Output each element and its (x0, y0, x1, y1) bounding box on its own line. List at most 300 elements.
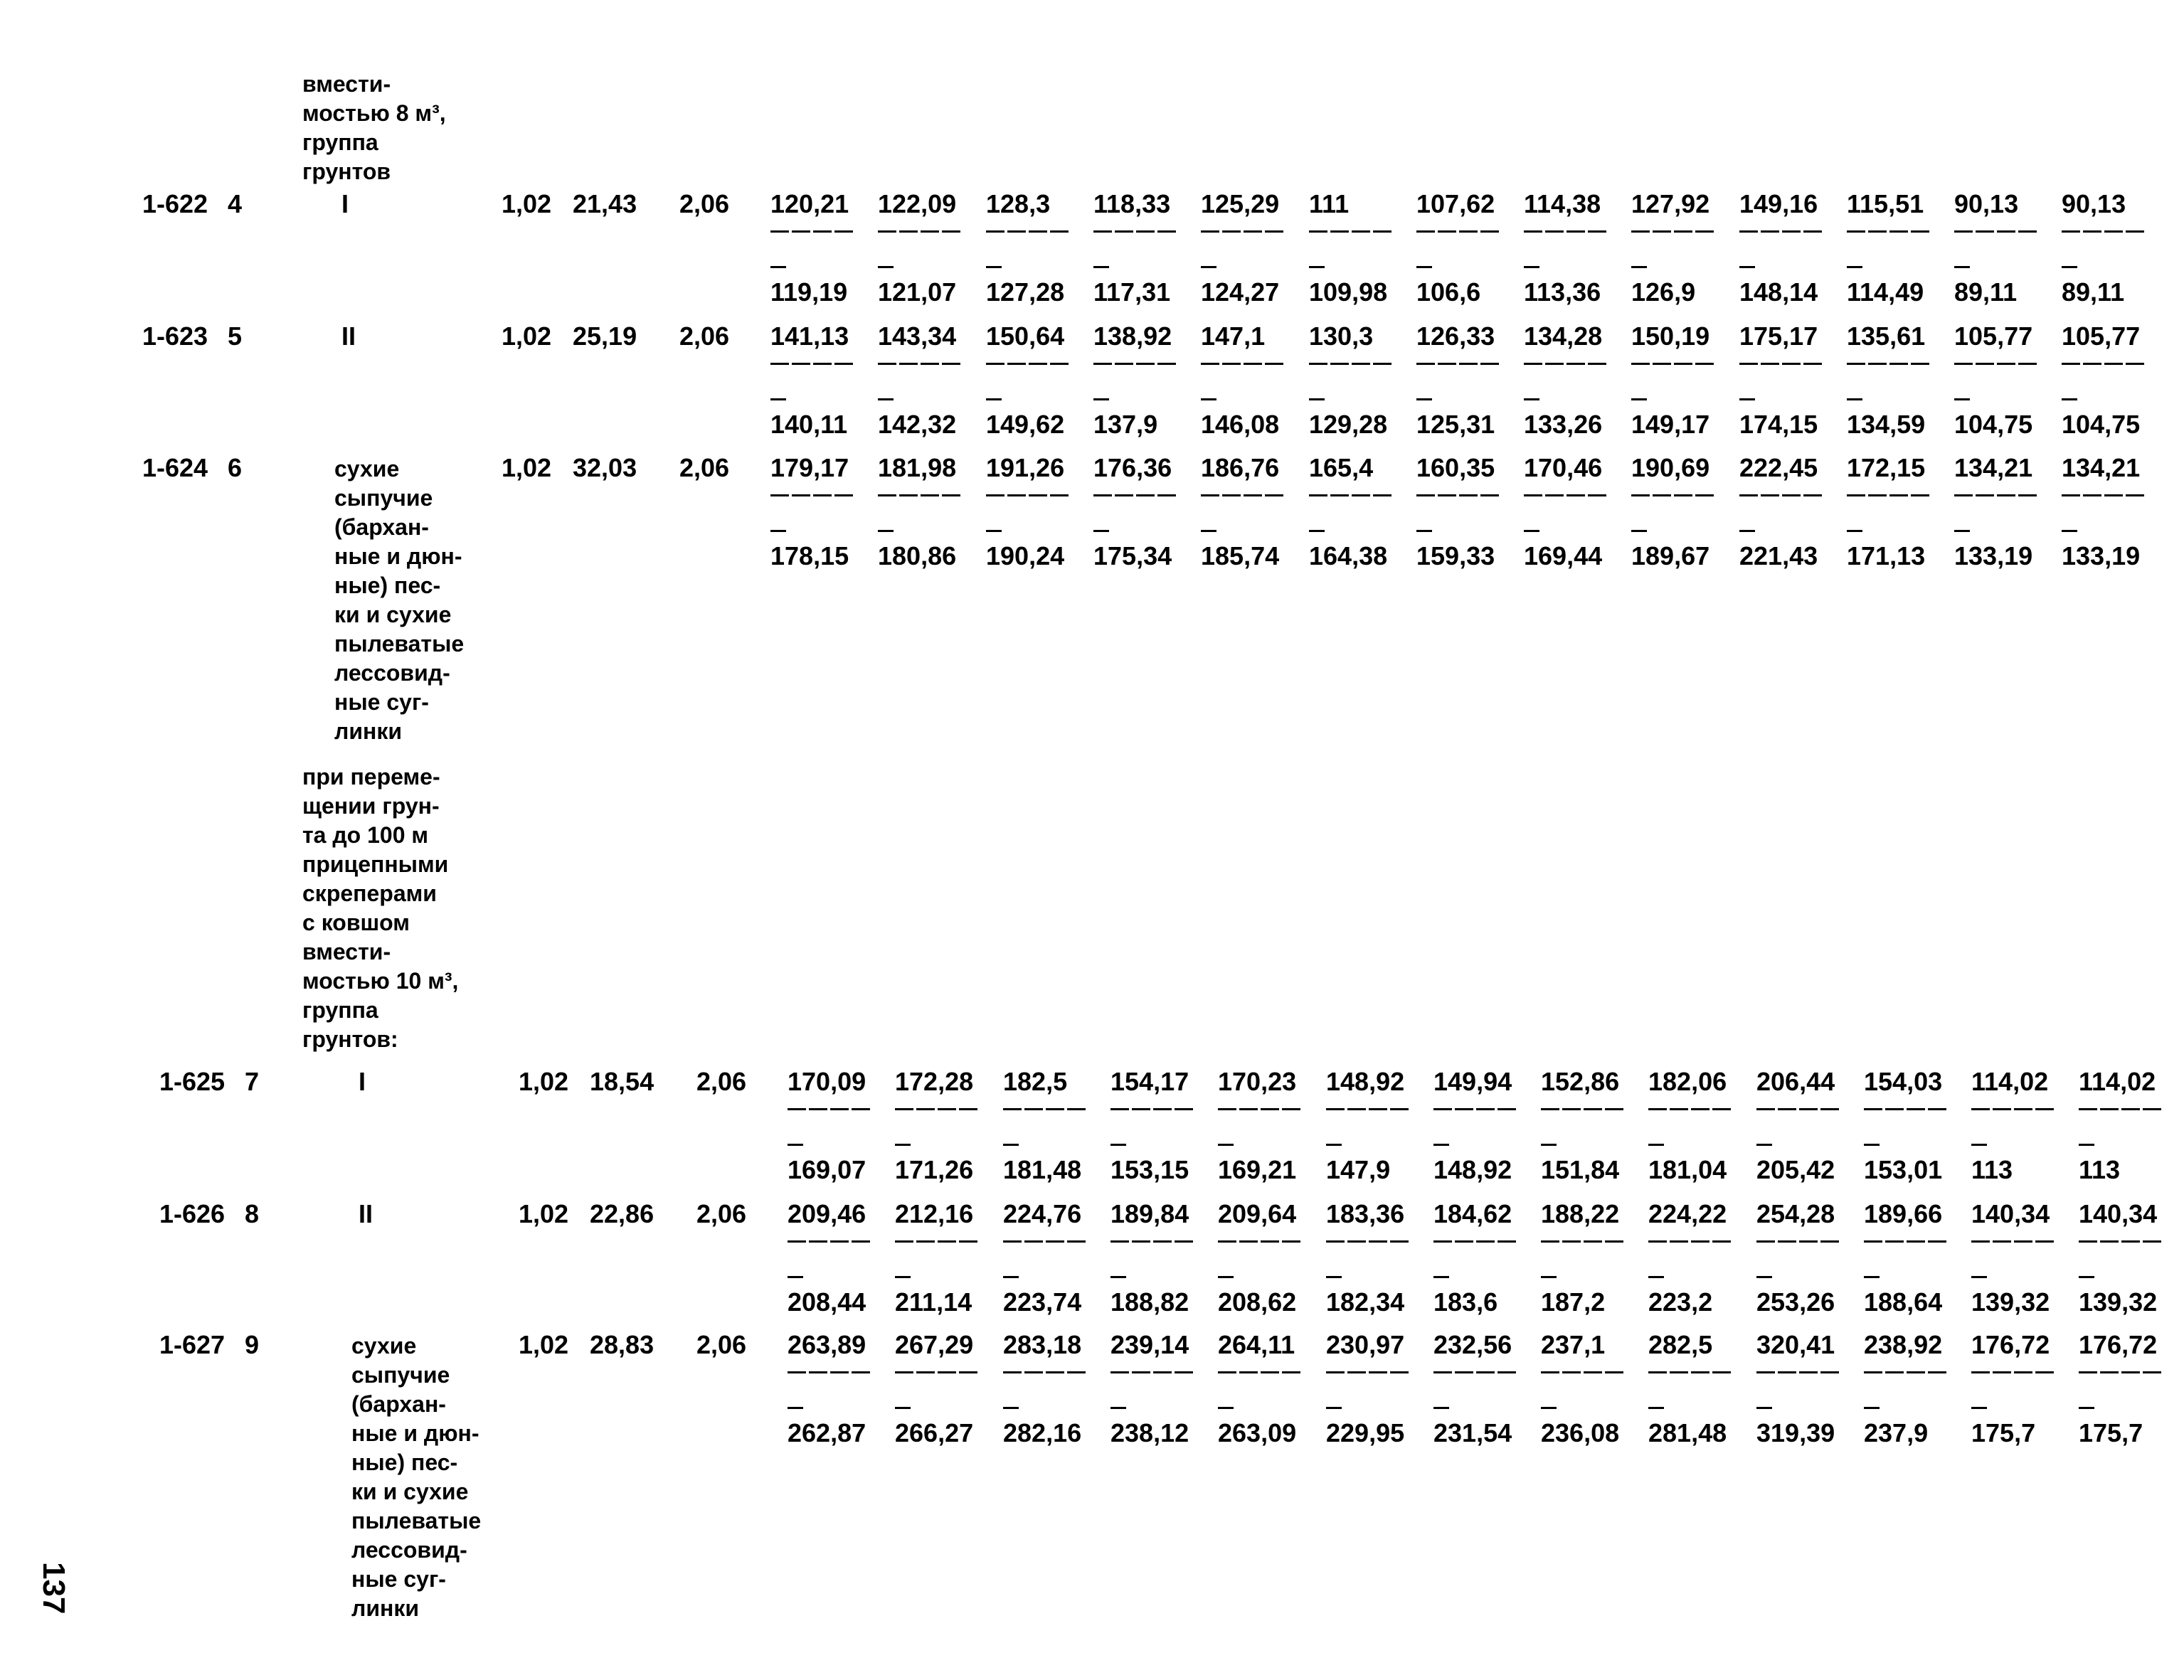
numerator-value: 182,5 (1003, 1067, 1068, 1096)
fraction-tick (1847, 530, 1862, 532)
row-code: 1-625 (159, 1067, 226, 1096)
numerator-value: 264,11 (1218, 1330, 1295, 1359)
denominator-value: 190,24 (986, 541, 1065, 570)
base-cost: 32,03 (573, 453, 637, 482)
denominator-value: 104,75 (1954, 410, 2033, 439)
section-text: при переме- щении грун- та до 100 м прицепными скреперами с ковшом вмести- мостью 10 м³, группа грунтов: (302, 764, 459, 1052)
fraction-line (1110, 1108, 1194, 1110)
denominator-value: 149,62 (986, 410, 1065, 439)
denominator-value: 266,27 (895, 1418, 974, 1447)
denominator-value: 181,04 (1648, 1155, 1727, 1184)
denominator-value: 187,2 (1541, 1287, 1606, 1317)
denominator-value: 127,28 (986, 277, 1065, 307)
denominator-value: 133,26 (1524, 410, 1603, 439)
fraction-tick (1756, 1276, 1772, 1278)
fraction-line (895, 1240, 979, 1243)
fraction-tick (1416, 266, 1432, 268)
denominator-value: 319,39 (1756, 1418, 1835, 1447)
soil-group: I (341, 189, 349, 218)
fraction-line (1218, 1371, 1302, 1373)
fraction-line (1110, 1240, 1194, 1243)
fraction-line (1756, 1108, 1840, 1110)
fraction-tick (1756, 1407, 1772, 1409)
denominator-value: 211,14 (895, 1287, 972, 1317)
denominator-value: 169,44 (1524, 541, 1603, 570)
numerator-value: 283,18 (1003, 1330, 1082, 1359)
numerator-value: 90,13 (2062, 189, 2126, 218)
fraction-tick (1326, 1276, 1342, 1278)
numerator-value: 206,44 (1756, 1067, 1835, 1096)
fraction-line (1847, 494, 1931, 496)
soil-group: II (359, 1199, 373, 1228)
numerator-value: 222,45 (1739, 453, 1818, 482)
fraction-tick (1201, 398, 1216, 400)
numerator-value: 160,35 (1416, 453, 1495, 482)
page-number: 137 (36, 1562, 71, 1615)
numerator-value: 237,1 (1541, 1330, 1606, 1359)
denominator-value: 185,74 (1201, 541, 1280, 570)
denominator-value: 104,75 (2062, 410, 2141, 439)
numerator-value: 172,15 (1847, 453, 1926, 482)
row-number: 4 (228, 189, 243, 218)
fraction-line (878, 494, 962, 496)
fraction-line (1756, 1371, 1840, 1373)
numerator-value: 230,97 (1326, 1330, 1405, 1359)
wage-value: 2,06 (679, 321, 730, 351)
numerator-value: 183,36 (1326, 1199, 1405, 1228)
fraction-tick (1954, 398, 1970, 400)
denominator-value: 126,9 (1631, 277, 1696, 307)
fraction-tick (1093, 266, 1109, 268)
base-cost: 25,19 (573, 321, 637, 351)
fraction-tick (1864, 1407, 1880, 1409)
fraction-tick (1201, 266, 1216, 268)
fraction-tick (1631, 266, 1647, 268)
fraction-line (1739, 363, 1823, 365)
denominator-value: 181,48 (1003, 1155, 1082, 1184)
numerator-value: 114,38 (1524, 189, 1601, 218)
row-number: 7 (245, 1067, 260, 1096)
fraction-tick (1003, 1144, 1019, 1146)
numerator-value: 118,33 (1093, 189, 1171, 218)
denominator-value: 89,11 (2062, 277, 2125, 307)
fraction-tick (1326, 1144, 1342, 1146)
denominator-value: 237,9 (1864, 1418, 1929, 1447)
denominator-value: 129,28 (1309, 410, 1388, 439)
wage-value: 2,06 (696, 1067, 747, 1096)
fraction-tick (2062, 266, 2077, 268)
fraction-tick (1739, 398, 1755, 400)
numerator-value: 127,92 (1631, 189, 1710, 218)
fraction-tick (986, 266, 1002, 268)
fraction-tick (1648, 1407, 1664, 1409)
fraction-line (1847, 363, 1931, 365)
numerator-value: 114,02 (2079, 1067, 2156, 1096)
row-code: 1-624 (142, 453, 208, 482)
numerator-value: 239,14 (1110, 1330, 1189, 1359)
numerator-value: 170,09 (788, 1067, 866, 1096)
fraction-line (1631, 363, 1715, 365)
fraction-tick (1847, 266, 1862, 268)
denominator-value: 231,54 (1433, 1418, 1512, 1447)
numerator-value: 111 (1309, 189, 1350, 218)
numerator-value: 232,56 (1433, 1330, 1512, 1359)
fraction-line (1541, 1240, 1625, 1243)
fraction-tick (1541, 1144, 1557, 1146)
fraction-line (1864, 1240, 1948, 1243)
numerator-value: 152,86 (1541, 1067, 1620, 1096)
denominator-value: 114,49 (1847, 277, 1924, 307)
denominator-value: 159,33 (1416, 541, 1495, 570)
denominator-value: 223,74 (1003, 1287, 1082, 1317)
base-cost: 22,86 (590, 1199, 654, 1228)
numerator-value: 125,29 (1201, 189, 1280, 218)
fraction-line (1309, 494, 1393, 496)
fraction-tick (1864, 1276, 1880, 1278)
fraction-tick (1416, 530, 1432, 532)
fraction-line (1433, 1240, 1517, 1243)
denominator-value: 113 (1971, 1155, 2013, 1184)
numerator-value: 209,64 (1218, 1199, 1297, 1228)
fraction-line (986, 230, 1070, 233)
fraction-line (1648, 1240, 1732, 1243)
fraction-line (1003, 1371, 1087, 1373)
denominator-value: 134,59 (1847, 410, 1926, 439)
numerator-value: 150,19 (1631, 321, 1710, 351)
numerator-value: 134,28 (1524, 321, 1603, 351)
row-code: 1-626 (159, 1199, 226, 1228)
numerator-value: 188,22 (1541, 1199, 1620, 1228)
fraction-tick (1003, 1407, 1019, 1409)
fraction-tick (1739, 266, 1755, 268)
denominator-value: 188,64 (1864, 1287, 1943, 1317)
fraction-tick (1971, 1276, 1987, 1278)
fraction-line (788, 1108, 871, 1110)
denominator-value: 113 (2079, 1155, 2121, 1184)
fraction-line (1971, 1108, 2055, 1110)
row-code: 1-627 (159, 1330, 226, 1359)
soil-group: I (359, 1067, 366, 1096)
numerator-value: 140,34 (1971, 1199, 2050, 1228)
fraction-line (770, 363, 854, 365)
fraction-tick (1864, 1144, 1880, 1146)
numerator-value: 320,41 (1756, 1330, 1835, 1359)
row-number: 5 (228, 321, 243, 351)
coef-value: 1,02 (502, 189, 552, 218)
fraction-tick (788, 1276, 803, 1278)
row-code: 1-622 (142, 189, 208, 218)
fraction-tick (1093, 398, 1109, 400)
fraction-line (895, 1371, 979, 1373)
fraction-line (986, 494, 1070, 496)
denominator-value: 171,13 (1847, 541, 1926, 570)
fraction-tick (2062, 398, 2077, 400)
fraction-tick (986, 530, 1002, 532)
fraction-tick (895, 1407, 911, 1409)
fraction-line (1631, 230, 1715, 233)
numerator-value: 107,62 (1416, 189, 1495, 218)
fraction-line (1003, 1240, 1087, 1243)
denominator-value: 182,34 (1326, 1287, 1405, 1317)
denominator-value: 253,26 (1756, 1287, 1835, 1317)
denominator-value: 236,08 (1541, 1418, 1620, 1447)
numerator-value: 186,76 (1201, 453, 1280, 482)
denominator-value: 223,2 (1648, 1287, 1713, 1317)
denominator-value: 282,16 (1003, 1418, 1082, 1447)
denominator-value: 139,32 (2079, 1287, 2158, 1317)
fraction-tick (1954, 530, 1970, 532)
fraction-line (1631, 494, 1715, 496)
fraction-tick (986, 398, 1002, 400)
fraction-line (2079, 1240, 2163, 1243)
numerator-value: 254,28 (1756, 1199, 1835, 1228)
fraction-line (895, 1108, 979, 1110)
numerator-value: 182,06 (1648, 1067, 1727, 1096)
fraction-tick (1218, 1144, 1234, 1146)
numerator-value: 149,94 (1433, 1067, 1512, 1096)
coef-value: 1,02 (502, 453, 552, 482)
coef-value: 1,02 (502, 321, 552, 351)
denominator-value: 169,21 (1218, 1155, 1297, 1184)
denominator-value: 178,15 (770, 541, 849, 570)
fraction-tick (1756, 1144, 1772, 1146)
numerator-value: 263,89 (788, 1330, 866, 1359)
denominator-value: 281,48 (1648, 1418, 1727, 1447)
numerator-value: 172,28 (895, 1067, 974, 1096)
fraction-line (1416, 230, 1500, 233)
numerator-value: 114,02 (1971, 1067, 2049, 1096)
fraction-tick (1648, 1276, 1664, 1278)
numerator-value: 135,61 (1847, 321, 1926, 351)
fraction-line (878, 363, 962, 365)
fraction-line (1739, 230, 1823, 233)
numerator-value: 134,21 (2062, 453, 2141, 482)
numerator-value: 224,22 (1648, 1199, 1727, 1228)
fraction-tick (1433, 1407, 1449, 1409)
fraction-tick (1416, 398, 1432, 400)
denominator-value: 171,26 (895, 1155, 974, 1184)
denominator-value: 148,14 (1739, 277, 1818, 307)
wage-value: 2,06 (679, 189, 730, 218)
numerator-value: 282,5 (1648, 1330, 1713, 1359)
numerator-value: 148,92 (1326, 1067, 1405, 1096)
denominator-value: 262,87 (788, 1418, 866, 1447)
base-cost: 21,43 (573, 189, 637, 218)
soil-group: II (341, 321, 356, 351)
fraction-line (1541, 1108, 1625, 1110)
wage-value: 2,06 (696, 1199, 747, 1228)
fraction-line (1648, 1371, 1732, 1373)
numerator-value: 176,72 (2079, 1330, 2158, 1359)
fraction-tick (1110, 1144, 1126, 1146)
row-number: 6 (228, 453, 243, 482)
fraction-line (1433, 1371, 1517, 1373)
numerator-value: 181,98 (878, 453, 957, 482)
fraction-line (1093, 363, 1177, 365)
fraction-line (1971, 1240, 2055, 1243)
numerator-value: 209,46 (788, 1199, 866, 1228)
fraction-line (1326, 1371, 1410, 1373)
numerator-value: 128,3 (986, 189, 1051, 218)
numerator-value: 154,17 (1110, 1067, 1189, 1096)
fraction-tick (895, 1276, 911, 1278)
numerator-value: 147,1 (1201, 321, 1266, 351)
fraction-tick (1524, 398, 1539, 400)
fraction-line (1309, 363, 1393, 365)
denominator-value: 221,43 (1739, 541, 1818, 570)
row-code: 1-623 (142, 321, 208, 351)
fraction-tick (1326, 1407, 1342, 1409)
fraction-tick (1003, 1276, 1019, 1278)
denominator-value: 175,7 (2079, 1418, 2143, 1447)
numerator-value: 176,36 (1093, 453, 1172, 482)
fraction-tick (895, 1144, 911, 1146)
coef-value: 1,02 (519, 1330, 569, 1359)
denominator-value: 147,9 (1326, 1155, 1391, 1184)
fraction-line (2079, 1108, 2163, 1110)
intro-text: вмести- мостью 8 м³, группа грунтов (302, 71, 446, 184)
numerator-value: 189,66 (1864, 1199, 1943, 1228)
wage-value: 2,06 (679, 453, 730, 482)
denominator-value: 229,95 (1326, 1418, 1405, 1447)
fraction-line (2062, 494, 2146, 496)
denominator-value: 137,9 (1093, 410, 1158, 439)
coef-value: 1,02 (519, 1199, 569, 1228)
denominator-value: 146,08 (1201, 410, 1280, 439)
numerator-value: 238,92 (1864, 1330, 1943, 1359)
fraction-tick (878, 530, 894, 532)
denominator-value: 109,98 (1309, 277, 1388, 307)
numerator-value: 224,76 (1003, 1199, 1082, 1228)
fraction-tick (1971, 1407, 1987, 1409)
fraction-tick (1631, 530, 1647, 532)
fraction-tick (1847, 398, 1862, 400)
fraction-tick (1201, 530, 1216, 532)
numerator-value: 120,21 (770, 189, 849, 218)
denominator-value: 153,15 (1110, 1155, 1189, 1184)
numerator-value: 176,72 (1971, 1330, 2050, 1359)
fraction-line (1201, 363, 1285, 365)
fraction-line (788, 1371, 871, 1373)
fraction-line (1093, 230, 1177, 233)
fraction-line (1864, 1371, 1948, 1373)
denominator-value: 164,38 (1309, 541, 1388, 570)
fraction-tick (788, 1144, 803, 1146)
numerator-value: 212,16 (895, 1199, 974, 1228)
denominator-value: 106,6 (1416, 277, 1481, 307)
row-number: 9 (245, 1330, 260, 1359)
denominator-value: 89,11 (1954, 277, 2018, 307)
numerator-value: 191,26 (986, 453, 1065, 482)
numerator-value: 115,51 (1847, 189, 1924, 218)
soil-group: сухие сыпучие (бархан- ные и дюн- ные) пес- ки и сухие пылеватые лессовид- ные суг- линки (351, 1333, 482, 1621)
fraction-line (1416, 363, 1500, 365)
numerator-value: 126,33 (1416, 321, 1495, 351)
numerator-value: 179,17 (770, 453, 849, 482)
denominator-value: 180,86 (878, 541, 957, 570)
fraction-line (1954, 230, 2038, 233)
fraction-tick (770, 398, 786, 400)
denominator-value: 119,19 (770, 277, 848, 307)
fraction-tick (2079, 1144, 2094, 1146)
fraction-tick (1524, 530, 1539, 532)
fraction-line (1864, 1108, 1948, 1110)
fraction-line (1541, 1371, 1625, 1373)
denominator-value: 263,09 (1218, 1418, 1297, 1447)
fraction-tick (2079, 1407, 2094, 1409)
fraction-tick (1309, 398, 1325, 400)
fraction-tick (1110, 1276, 1126, 1278)
fraction-line (1954, 363, 2038, 365)
denominator-value: 140,11 (770, 410, 848, 439)
fraction-line (2079, 1371, 2163, 1373)
fraction-tick (1218, 1407, 1234, 1409)
fraction-tick (788, 1407, 803, 1409)
denominator-value: 121,07 (878, 277, 957, 307)
fraction-line (1971, 1371, 2055, 1373)
fraction-line (2062, 363, 2146, 365)
numerator-value: 154,03 (1864, 1067, 1943, 1096)
fraction-line (1847, 230, 1931, 233)
fraction-line (1433, 1108, 1517, 1110)
fraction-line (1648, 1108, 1732, 1110)
fraction-tick (1309, 530, 1325, 532)
fraction-tick (1433, 1276, 1449, 1278)
fraction-tick (1110, 1407, 1126, 1409)
fraction-line (1326, 1240, 1410, 1243)
numerator-value: 190,69 (1631, 453, 1710, 482)
denominator-value: 125,31 (1416, 410, 1495, 439)
fraction-tick (878, 398, 894, 400)
fraction-line (986, 363, 1070, 365)
coef-value: 1,02 (519, 1067, 569, 1096)
denominator-value: 188,82 (1110, 1287, 1189, 1317)
fraction-line (1003, 1108, 1087, 1110)
fraction-line (1416, 494, 1500, 496)
denominator-value: 117,31 (1093, 277, 1171, 307)
denominator-value: 113,36 (1524, 277, 1601, 307)
numerator-value: 105,77 (2062, 321, 2141, 351)
fraction-tick (1739, 530, 1755, 532)
denominator-value: 139,32 (1971, 1287, 2050, 1317)
fraction-line (1326, 1108, 1410, 1110)
fraction-line (1201, 230, 1285, 233)
denominator-value: 169,07 (788, 1155, 866, 1184)
fraction-tick (878, 266, 894, 268)
wage-value: 2,06 (696, 1330, 747, 1359)
fraction-tick (2079, 1276, 2094, 1278)
fraction-tick (1971, 1144, 1987, 1146)
fraction-tick (1093, 530, 1109, 532)
fraction-line (878, 230, 962, 233)
fraction-line (1524, 363, 1608, 365)
denominator-value: 142,32 (878, 410, 957, 439)
fraction-line (1309, 230, 1393, 233)
fraction-line (770, 494, 854, 496)
numerator-value: 134,21 (1954, 453, 2033, 482)
numerator-value: 175,17 (1739, 321, 1818, 351)
fraction-tick (1433, 1144, 1449, 1146)
fraction-line (788, 1240, 871, 1243)
numerator-value: 140,34 (2079, 1199, 2158, 1228)
fraction-line (1739, 494, 1823, 496)
fraction-line (1110, 1371, 1194, 1373)
fraction-tick (1541, 1407, 1557, 1409)
fraction-tick (1524, 266, 1539, 268)
denominator-value: 148,92 (1433, 1155, 1512, 1184)
denominator-value: 174,15 (1739, 410, 1818, 439)
numerator-value: 165,4 (1309, 453, 1374, 482)
